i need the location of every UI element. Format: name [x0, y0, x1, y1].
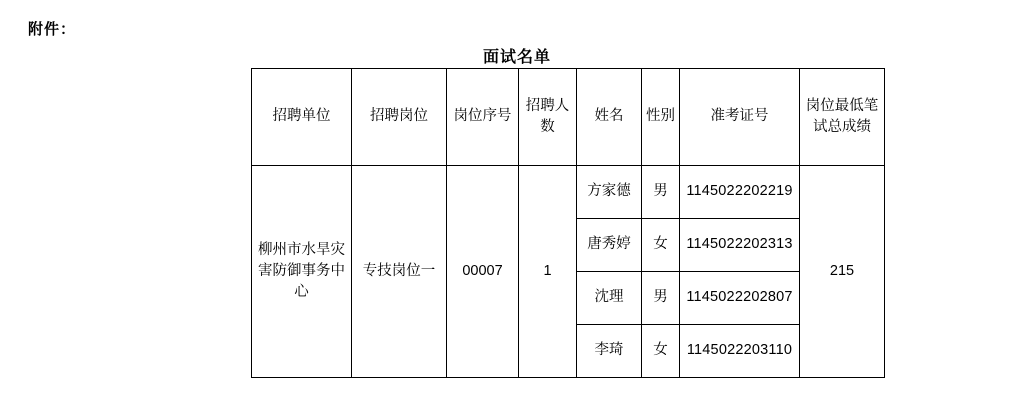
cell-seq: 00007: [447, 166, 519, 378]
cell-gender: 男: [642, 166, 680, 219]
cell-name: 方家德: [577, 166, 642, 219]
cell-name: 沈理: [577, 272, 642, 325]
header-cell-unit: 招聘单位: [252, 69, 352, 166]
cell-ticket: 1145022202313: [680, 219, 800, 272]
header-cell-post: 招聘岗位: [352, 69, 447, 166]
cell-ticket: 1145022203110: [680, 325, 800, 378]
header-cell-seq: 岗位序号: [447, 69, 519, 166]
header-cell-count: 招聘人数: [519, 69, 577, 166]
cell-gender: 男: [642, 272, 680, 325]
interview-list-table: [251, 68, 885, 378]
cell-gender: 女: [642, 325, 680, 378]
cell-unit: 柳州市水旱灾害防御事务中心: [252, 166, 352, 378]
cell-ticket: 1145022202219: [680, 166, 800, 219]
cell-min-score: 215: [800, 166, 885, 378]
header-cell-min-score: 岗位最低笔试总成绩: [800, 69, 885, 166]
cell-count: 1: [519, 166, 577, 378]
header-cell-name: 姓名: [577, 69, 642, 166]
cell-name: 李琦: [577, 325, 642, 378]
interview-list-table-wrapper: [251, 68, 884, 378]
page-title: 面试名单: [482, 49, 551, 66]
cell-name: 唐秀婷: [577, 219, 642, 272]
table-header-row: [252, 69, 885, 166]
table-row: [252, 166, 885, 219]
cell-ticket: 1145022202807: [680, 272, 800, 325]
header-cell-gender: 性别: [642, 69, 680, 166]
header-cell-ticket: 准考证号: [680, 69, 800, 166]
cell-gender: 女: [642, 219, 680, 272]
attachment-label: 附件：: [28, 21, 77, 38]
cell-post: 专技岗位一: [352, 166, 447, 378]
